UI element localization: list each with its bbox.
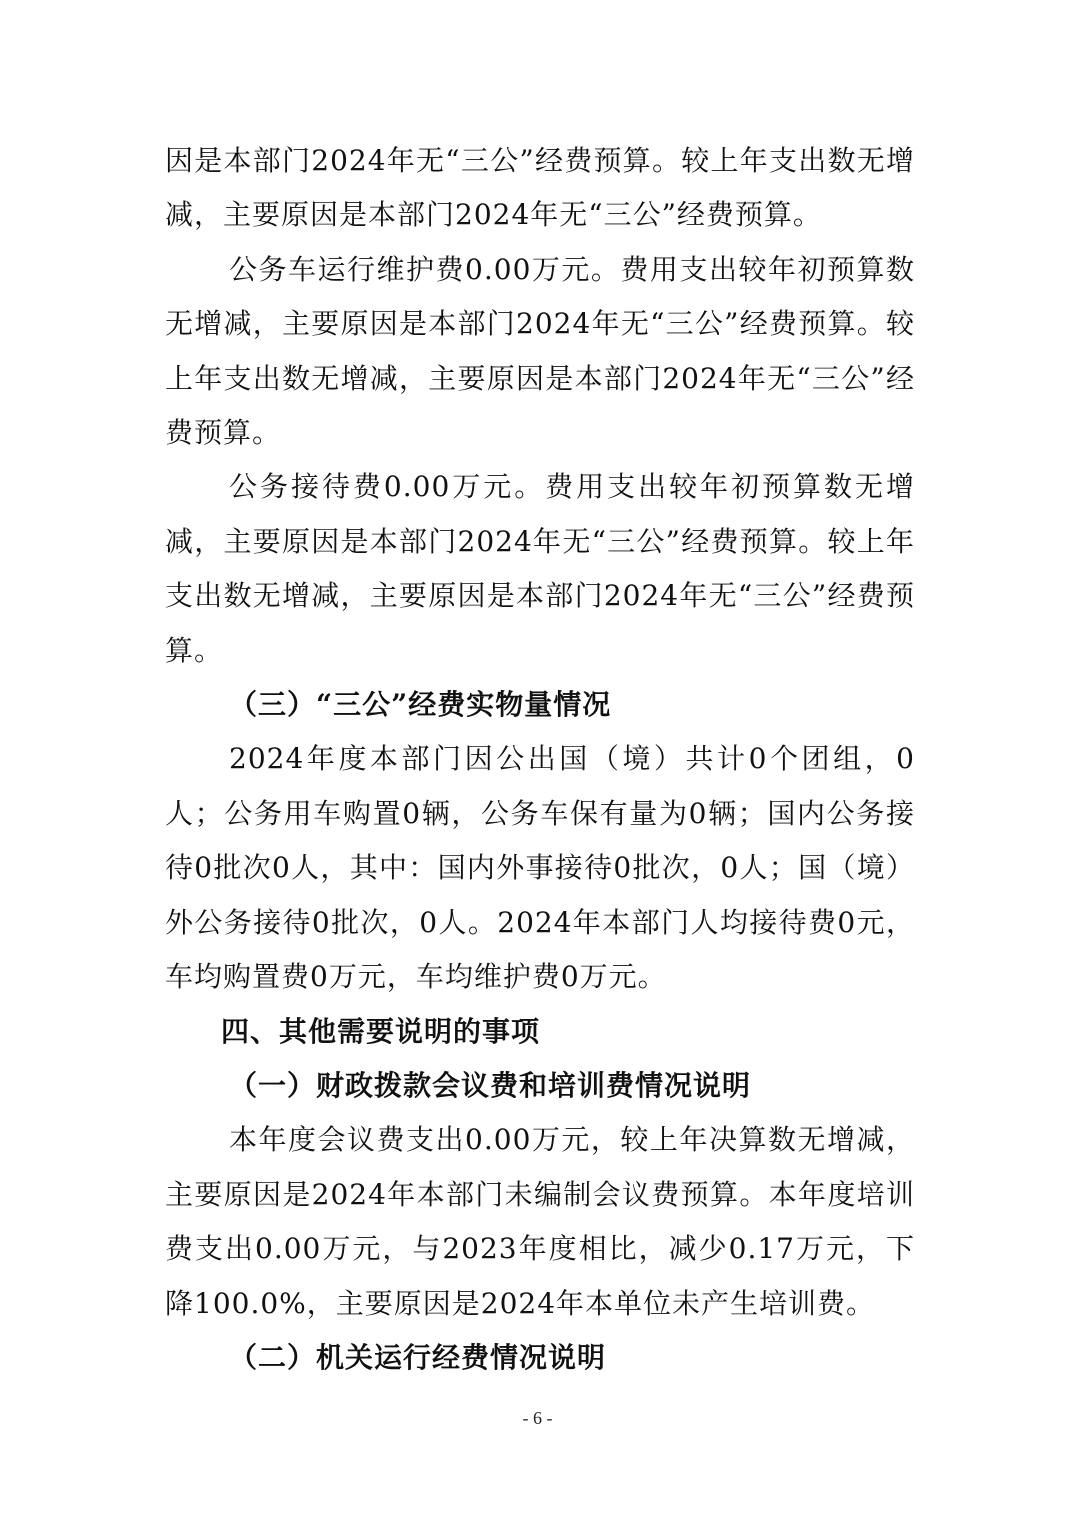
paragraph-continuation: 因是本部门2024年无“三公”经费预算。较上年支出数无增减，主要原因是本部门2024年无“三公”经费预算。 [165,144,915,232]
paragraph-vehicle-maintenance: 公务车运行维护费0.00万元。费用支出较年初预算数无增减，主要原因是本部门2024年无“三公”经费预算。较上年支出数无增减，主要原因是本部门2024年无“三公”经费预算。 [165,252,915,450]
section-heading-operating-expenses: （二）机关运行经费情况说明 [229,1340,607,1374]
section-heading-physical-quantity: （三）“三公”经费实物量情况 [229,688,612,722]
paragraph-reception-expenses: 公务接待费0.00万元。费用支出较年初预算数无增减，主要原因是本部门2024年无“三公”经费预算。较上年支出数无增减，主要原因是本部门2024年无“三公”经费预算。 [165,470,915,667]
paragraph-physical-quantity: 2024年度本部门因公出国（境）共计0个团组，0人；公务用车购置0辆，公务车保有量为0辆；国内公务接待0批次0人，其中：国内外事接待0批次，0人；国（境）外公务接待0批次，0人。2024年本部门人均接待费0元，车均购置费0万元，车均维护费0万元。 [165,742,915,994]
page-number: - 6 - [522,1408,553,1428]
section-heading-other-matters: 四、其他需要说明的事项 [221,1014,541,1048]
paragraph-meeting-training: 本年度会议费支出0.00万元，较上年决算数无增减，主要原因是2024年本部门未编制会议费预算。本年度培训费支出0.00万元，与2023年度相比，减少0.17万元，下降100.0%，主要原因是2024年本单位未产生培训费。 [165,1123,915,1320]
section-heading-meeting-training: （一）财政拨款会议费和培训费情况说明 [229,1068,752,1102]
document-body [165,134,915,1385]
